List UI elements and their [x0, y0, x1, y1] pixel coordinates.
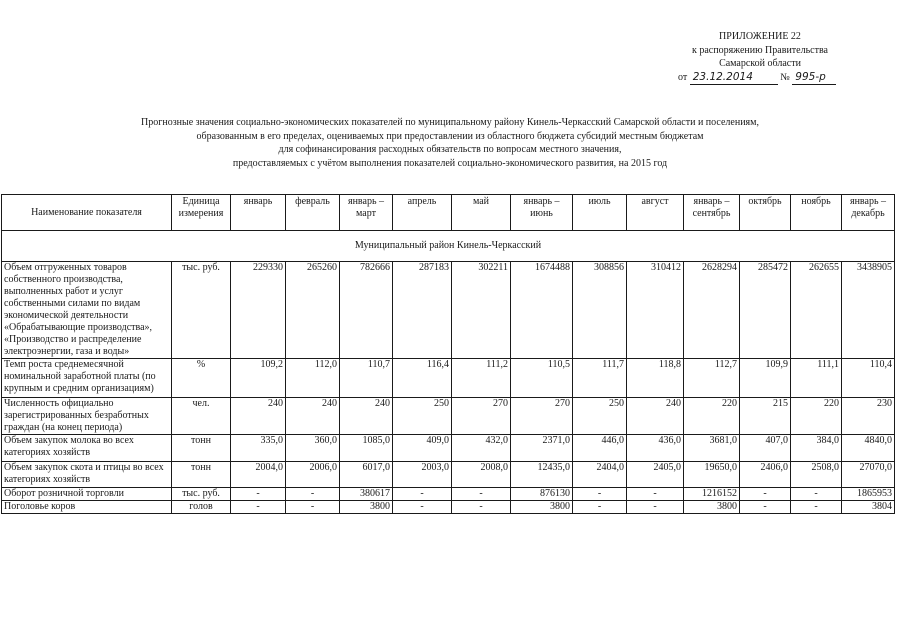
- number-label: №: [780, 71, 790, 83]
- value-cell: 265260: [286, 262, 340, 359]
- value-cell: 3800: [340, 501, 393, 514]
- indicator-unit: чел.: [172, 398, 231, 435]
- header-name: Наименование показателя: [2, 195, 172, 231]
- value-cell: 409,0: [393, 435, 452, 462]
- value-cell: 287183: [393, 262, 452, 359]
- indicator-name: Объем закупок молока во всех категориях хозяйств: [2, 435, 172, 462]
- table-row: [2, 488, 895, 501]
- value-cell: 360,0: [286, 435, 340, 462]
- value-cell: 3681,0: [684, 435, 740, 462]
- value-cell: 335,0: [231, 435, 286, 462]
- table-row: [2, 435, 895, 462]
- appendix-order-ref: к распоряжению Правительства: [691, 44, 828, 56]
- value-cell: -: [573, 488, 627, 501]
- value-cell: 250: [573, 398, 627, 435]
- value-cell: -: [740, 501, 791, 514]
- value-cell: 432,0: [452, 435, 511, 462]
- header-period: ноябрь: [791, 195, 842, 231]
- indicator-name: Численность официально зарегистрированных безработных граждан (на конец периода): [2, 398, 172, 435]
- value-cell: 109,2: [231, 359, 286, 398]
- value-cell: -: [627, 488, 684, 501]
- indicator-unit: тыс. руб.: [172, 488, 231, 501]
- header-row: [2, 195, 895, 231]
- value-cell: 2406,0: [740, 462, 791, 488]
- value-cell: 380617: [340, 488, 393, 501]
- header-period: май: [452, 195, 511, 231]
- header-period: январь – март: [340, 195, 393, 231]
- value-cell: 2508,0: [791, 462, 842, 488]
- value-cell: 3804: [842, 501, 895, 514]
- indicators-table: [1, 194, 895, 514]
- appendix-date-line: [640, 71, 880, 86]
- value-cell: -: [791, 501, 842, 514]
- value-cell: 111,1: [791, 359, 842, 398]
- value-cell: 112,0: [286, 359, 340, 398]
- indicator-unit: тыс. руб.: [172, 262, 231, 359]
- value-cell: 240: [627, 398, 684, 435]
- value-cell: 240: [340, 398, 393, 435]
- value-cell: 3800: [684, 501, 740, 514]
- value-cell: 3800: [511, 501, 573, 514]
- table-row: [2, 501, 895, 514]
- value-cell: 310412: [627, 262, 684, 359]
- value-cell: -: [231, 488, 286, 501]
- value-cell: 2004,0: [231, 462, 286, 488]
- value-cell: 2404,0: [573, 462, 627, 488]
- value-cell: 12435,0: [511, 462, 573, 488]
- value-cell: -: [452, 488, 511, 501]
- header-period: январь – июнь: [511, 195, 573, 231]
- title-line-3: для софинансирования расходных обязательств по вопросам местного значения,: [278, 144, 622, 155]
- value-cell: 229330: [231, 262, 286, 359]
- indicator-unit: голов: [172, 501, 231, 514]
- table-body: [2, 231, 895, 514]
- from-label: от: [678, 71, 688, 83]
- value-cell: 2405,0: [627, 462, 684, 488]
- header-period: апрель: [393, 195, 452, 231]
- value-cell: 116,4: [393, 359, 452, 398]
- order-date: 23.12.2014: [690, 71, 778, 86]
- value-cell: 230: [842, 398, 895, 435]
- value-cell: 285472: [740, 262, 791, 359]
- value-cell: 2003,0: [393, 462, 452, 488]
- value-cell: -: [573, 501, 627, 514]
- value-cell: 1216152: [684, 488, 740, 501]
- indicator-name: Оборот розничной торговли: [2, 488, 172, 501]
- title-line-4: предоставляемых с учётом выполнения показателей социально-экономического развития, на 2015 год: [232, 157, 668, 169]
- value-cell: 384,0: [791, 435, 842, 462]
- value-cell: 2628294: [684, 262, 740, 359]
- value-cell: 6017,0: [340, 462, 393, 488]
- indicator-name: Поголовье коров: [2, 501, 172, 514]
- value-cell: 270: [511, 398, 573, 435]
- value-cell: -: [627, 501, 684, 514]
- value-cell: 782666: [340, 262, 393, 359]
- header-period: октябрь: [740, 195, 791, 231]
- value-cell: 436,0: [627, 435, 684, 462]
- value-cell: -: [393, 488, 452, 501]
- table-row: [2, 398, 895, 435]
- value-cell: 250: [393, 398, 452, 435]
- value-cell: 240: [231, 398, 286, 435]
- value-cell: -: [231, 501, 286, 514]
- value-cell: 19650,0: [684, 462, 740, 488]
- value-cell: 876130: [511, 488, 573, 501]
- section-row: [2, 231, 895, 262]
- value-cell: 110,7: [340, 359, 393, 398]
- header-unit: Единица измерения: [172, 195, 231, 231]
- value-cell: 109,9: [740, 359, 791, 398]
- value-cell: -: [740, 488, 791, 501]
- table-row: [2, 262, 895, 359]
- section-title: Муниципальный район Кинель-Черкасский: [2, 231, 895, 262]
- appendix-block: [640, 30, 880, 85]
- value-cell: 302211: [452, 262, 511, 359]
- value-cell: -: [791, 488, 842, 501]
- value-cell: 407,0: [740, 435, 791, 462]
- indicator-unit: %: [172, 359, 231, 398]
- value-cell: 4840,0: [842, 435, 895, 462]
- value-cell: 2008,0: [452, 462, 511, 488]
- value-cell: -: [452, 501, 511, 514]
- value-cell: 308856: [573, 262, 627, 359]
- value-cell: 220: [684, 398, 740, 435]
- header-period: январь – декабрь: [842, 195, 895, 231]
- value-cell: 215: [740, 398, 791, 435]
- value-cell: 110,5: [511, 359, 573, 398]
- value-cell: 1674488: [511, 262, 573, 359]
- value-cell: 262655: [791, 262, 842, 359]
- value-cell: 111,2: [452, 359, 511, 398]
- header-period: февраль: [286, 195, 340, 231]
- title-line-2: образованным в его пределах, оцениваемых при предоставлении из областного бюджета субсидий местным бюджетам: [196, 130, 704, 142]
- value-cell: 110,4: [842, 359, 895, 398]
- value-cell: 1865953: [842, 488, 895, 501]
- value-cell: 118,8: [627, 359, 684, 398]
- indicator-name: Объем отгруженных товаров собственного производства, выполненных работ и услуг собственными силами по видам экономической деятельности «Обрабатывающие производства», «Производство и распределение электроэнергии, газа и воды»: [2, 262, 172, 359]
- value-cell: 240: [286, 398, 340, 435]
- value-cell: 2006,0: [286, 462, 340, 488]
- value-cell: 2371,0: [511, 435, 573, 462]
- value-cell: 1085,0: [340, 435, 393, 462]
- value-cell: -: [286, 501, 340, 514]
- appendix-region: Самарской области: [719, 58, 801, 69]
- document-title: [40, 116, 860, 170]
- header-period: январь: [231, 195, 286, 231]
- value-cell: 111,7: [573, 359, 627, 398]
- value-cell: -: [393, 501, 452, 514]
- indicator-name: Темп роста среднемесячной номинальной заработной платы (по крупным и средним организациям): [2, 359, 172, 398]
- header-period: июль: [573, 195, 627, 231]
- header-period: август: [627, 195, 684, 231]
- value-cell: -: [286, 488, 340, 501]
- value-cell: 220: [791, 398, 842, 435]
- header-period: январь – сентябрь: [684, 195, 740, 231]
- indicator-unit: тонн: [172, 462, 231, 488]
- table-row: [2, 359, 895, 398]
- indicator-unit: тонн: [172, 435, 231, 462]
- value-cell: 112,7: [684, 359, 740, 398]
- table-row: [2, 462, 895, 488]
- order-number: 995-р: [792, 71, 836, 86]
- appendix-title: ПРИЛОЖЕНИЕ 22: [719, 31, 801, 42]
- indicator-name: Объем закупок скота и птицы во всех категориях хозяйств: [2, 462, 172, 488]
- value-cell: 27070,0: [842, 462, 895, 488]
- value-cell: 270: [452, 398, 511, 435]
- title-line-1: Прогнозные значения социально-экономических показателей по муниципальному району Кинель-Черкасский Самарской области и поселениям,: [141, 117, 759, 128]
- value-cell: 3438905: [842, 262, 895, 359]
- value-cell: 446,0: [573, 435, 627, 462]
